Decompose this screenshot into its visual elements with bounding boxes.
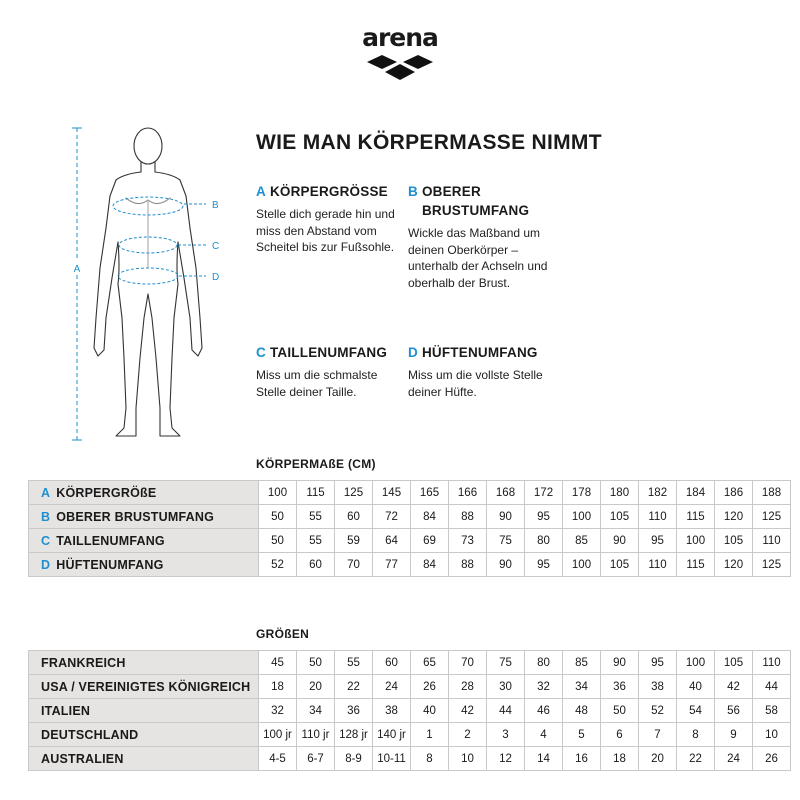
size-conversion-table: [28, 650, 791, 771]
human-outline: [94, 128, 202, 436]
table-cell: 10: [449, 747, 487, 771]
table-cell: 18: [259, 675, 297, 699]
body-measurements-table: [28, 480, 791, 577]
table-cell: 10-11: [373, 747, 411, 771]
table-cell: 55: [297, 505, 335, 529]
table-cell: 4-5: [259, 747, 297, 771]
table-cell: 8-9: [335, 747, 373, 771]
table-cell: 8: [411, 747, 449, 771]
table-row: [29, 747, 791, 771]
table-cell: 110: [753, 529, 791, 553]
table-cell: 30: [487, 675, 525, 699]
table-cell: 172: [525, 481, 563, 505]
table-cell: 110: [639, 505, 677, 529]
table-cell: 9: [715, 723, 753, 747]
row-label: [29, 553, 259, 577]
table-cell: 165: [411, 481, 449, 505]
row-label-text: FRANKREICH: [41, 655, 126, 670]
table-cell: 3: [487, 723, 525, 747]
table-cell: 125: [753, 553, 791, 577]
table-cell: 186: [715, 481, 753, 505]
table-cell: 22: [335, 675, 373, 699]
row-label-text: HÜFTENUMFANG: [56, 557, 164, 572]
table-cell: 14: [525, 747, 563, 771]
table-cell: 84: [411, 505, 449, 529]
table-cell: 95: [525, 505, 563, 529]
figure-label-c: C: [212, 241, 220, 252]
row-label: [29, 651, 259, 675]
row-letter: B: [41, 509, 51, 524]
table-cell: 54: [677, 699, 715, 723]
table-row: [29, 651, 791, 675]
figure-label-b: B: [212, 200, 219, 211]
table-cell: 90: [601, 529, 639, 553]
table-cell: 28: [449, 675, 487, 699]
row-label: [29, 675, 259, 699]
table-cell: 59: [335, 529, 373, 553]
table-cell: 85: [563, 529, 601, 553]
table-cell: 5: [563, 723, 601, 747]
measure-desc: Miss um die vollste Stelle deiner Hüfte.: [408, 368, 543, 399]
table-cell: 20: [297, 675, 335, 699]
table-cell: 75: [487, 529, 525, 553]
table-cell: 1: [411, 723, 449, 747]
table-cell: 42: [715, 675, 753, 699]
table-cell: 6-7: [297, 747, 335, 771]
row-label: [29, 505, 259, 529]
table-cell: 100: [677, 651, 715, 675]
measure-block-c: [256, 343, 396, 400]
table-cell: 72: [373, 505, 411, 529]
table-cell: 8: [677, 723, 715, 747]
table-cell: 125: [753, 505, 791, 529]
table-cell: 75: [487, 651, 525, 675]
table-cell: 24: [373, 675, 411, 699]
table-cell: 84: [411, 553, 449, 577]
measure-block-b: [408, 182, 558, 291]
table-cell: 120: [715, 505, 753, 529]
table-cell: 45: [259, 651, 297, 675]
table-cell: 77: [373, 553, 411, 577]
table-cell: 184: [677, 481, 715, 505]
table-cell: 32: [259, 699, 297, 723]
measure-block-a: [256, 182, 396, 256]
measure-desc: Stelle dich gerade hin und miss den Abstand vom Scheitel bis zur Fußsohle.: [256, 207, 395, 254]
measure-letter: D: [408, 345, 418, 360]
measure-title: HÜFTENUMFANG: [421, 345, 538, 360]
table-cell: 80: [525, 651, 563, 675]
table-cell: 60: [335, 505, 373, 529]
table-cell: 115: [297, 481, 335, 505]
table-cell: 188: [753, 481, 791, 505]
table-cell: 64: [373, 529, 411, 553]
table-cell: 36: [335, 699, 373, 723]
table-row: [29, 723, 791, 747]
table-cell: 70: [335, 553, 373, 577]
table-cell: 100: [563, 505, 601, 529]
table-cell: 70: [449, 651, 487, 675]
table-cell: 26: [753, 747, 791, 771]
table-cell: 182: [639, 481, 677, 505]
row-label-text: USA / VEREINIGTES KÖNIGREICH: [41, 679, 251, 694]
measure-letter: A: [256, 184, 266, 199]
table-cell: 115: [677, 505, 715, 529]
row-label-text: DEUTSCHLAND: [41, 727, 139, 742]
table-cell: 2: [449, 723, 487, 747]
table-cell: 95: [639, 651, 677, 675]
measure-title: KÖRPERGRÖSSE: [269, 184, 388, 199]
table-cell: 16: [563, 747, 601, 771]
table-cell: 55: [297, 529, 335, 553]
table-cell: 178: [563, 481, 601, 505]
row-letter: C: [41, 533, 51, 548]
table-cell: 7: [639, 723, 677, 747]
body-table-caption: KÖRPERMAßE (CM): [256, 457, 376, 471]
table-cell: 168: [487, 481, 525, 505]
height-measure-line: [72, 128, 82, 440]
row-label: [29, 723, 259, 747]
table-cell: 56: [715, 699, 753, 723]
row-label-text: TAILLENUMFANG: [56, 533, 165, 548]
figure-label-d: D: [212, 272, 220, 283]
table-cell: 50: [297, 651, 335, 675]
table-cell: 145: [373, 481, 411, 505]
table-cell: 128 jr: [335, 723, 373, 747]
measure-title: TAILLENUMFANG: [269, 345, 388, 360]
table-cell: 36: [601, 675, 639, 699]
table-cell: 44: [753, 675, 791, 699]
table-cell: 40: [677, 675, 715, 699]
table-cell: 140 jr: [373, 723, 411, 747]
table-cell: 12: [487, 747, 525, 771]
table-cell: 55: [335, 651, 373, 675]
table-cell: 100: [259, 481, 297, 505]
table-cell: 125: [335, 481, 373, 505]
table-cell: 20: [639, 747, 677, 771]
measure-letter: C: [256, 345, 266, 360]
figure-label-a: A: [73, 264, 81, 275]
table-cell: 95: [639, 529, 677, 553]
logo-wordmark: arena: [362, 23, 438, 52]
table-cell: 120: [715, 553, 753, 577]
table-cell: 100 jr: [259, 723, 297, 747]
table-cell: 95: [525, 553, 563, 577]
table-cell: 88: [449, 505, 487, 529]
measure-desc: Wickle das Maßband um deinen Oberkörper – unterhalb der Achseln und oberhalb der Brust.: [408, 226, 548, 290]
table-cell: 22: [677, 747, 715, 771]
table-cell: 32: [525, 675, 563, 699]
table-cell: 38: [639, 675, 677, 699]
table-cell: 90: [601, 651, 639, 675]
table-cell: 73: [449, 529, 487, 553]
table-cell: 50: [259, 505, 297, 529]
table-cell: 50: [259, 529, 297, 553]
table-cell: 80: [525, 529, 563, 553]
table-cell: 48: [563, 699, 601, 723]
row-label: [29, 747, 259, 771]
table-row: [29, 481, 791, 505]
body-measurement-figure: [60, 118, 235, 453]
measure-block-d: [408, 343, 548, 400]
table-cell: 105: [715, 651, 753, 675]
table-cell: 65: [411, 651, 449, 675]
table-row: [29, 675, 791, 699]
table-cell: 105: [601, 553, 639, 577]
table-cell: 90: [487, 505, 525, 529]
row-letter: D: [41, 557, 51, 572]
table-cell: 6: [601, 723, 639, 747]
table-cell: 38: [373, 699, 411, 723]
measure-title: OBERER BRUSTUMFANG: [421, 184, 530, 218]
table-cell: 44: [487, 699, 525, 723]
table-cell: 90: [487, 553, 525, 577]
table-cell: 40: [411, 699, 449, 723]
measure-desc: Miss um die schmalste Stelle deiner Taille.: [256, 368, 378, 399]
table-cell: 58: [753, 699, 791, 723]
table-cell: 10: [753, 723, 791, 747]
table-cell: 34: [563, 675, 601, 699]
diamond-logo-icon: [363, 52, 437, 82]
table-cell: 52: [639, 699, 677, 723]
row-label: [29, 481, 259, 505]
table-cell: 105: [601, 505, 639, 529]
table-cell: 166: [449, 481, 487, 505]
table-cell: 60: [373, 651, 411, 675]
table-cell: 52: [259, 553, 297, 577]
table-cell: 42: [449, 699, 487, 723]
table-cell: 18: [601, 747, 639, 771]
table-cell: 115: [677, 553, 715, 577]
row-letter: A: [41, 485, 51, 500]
row-label: [29, 529, 259, 553]
table-cell: 46: [525, 699, 563, 723]
page-title: WIE MAN KÖRPERMASSE NIMMT: [256, 131, 602, 154]
table-cell: 110 jr: [297, 723, 335, 747]
table-cell: 4: [525, 723, 563, 747]
table-cell: 24: [715, 747, 753, 771]
table-cell: 110: [753, 651, 791, 675]
arena-logo: [355, 23, 445, 86]
table-cell: 180: [601, 481, 639, 505]
row-label-text: AUSTRALIEN: [41, 751, 124, 766]
table-cell: 69: [411, 529, 449, 553]
measure-letter: B: [408, 184, 418, 199]
table-cell: 50: [601, 699, 639, 723]
table-row: [29, 699, 791, 723]
table-cell: 105: [715, 529, 753, 553]
size-table-caption: GRÖßEN: [256, 627, 310, 641]
row-label-text: ITALIEN: [41, 703, 91, 718]
table-cell: 34: [297, 699, 335, 723]
table-cell: 85: [563, 651, 601, 675]
table-cell: 26: [411, 675, 449, 699]
table-cell: 100: [677, 529, 715, 553]
table-cell: 100: [563, 553, 601, 577]
row-label: [29, 699, 259, 723]
table-row: [29, 553, 791, 577]
row-label-text: OBERER BRUSTUMFANG: [56, 509, 215, 524]
table-row: [29, 529, 791, 553]
table-cell: 110: [639, 553, 677, 577]
table-cell: 88: [449, 553, 487, 577]
row-label-text: KÖRPERGRÖßE: [56, 485, 157, 500]
table-row: [29, 505, 791, 529]
table-cell: 60: [297, 553, 335, 577]
